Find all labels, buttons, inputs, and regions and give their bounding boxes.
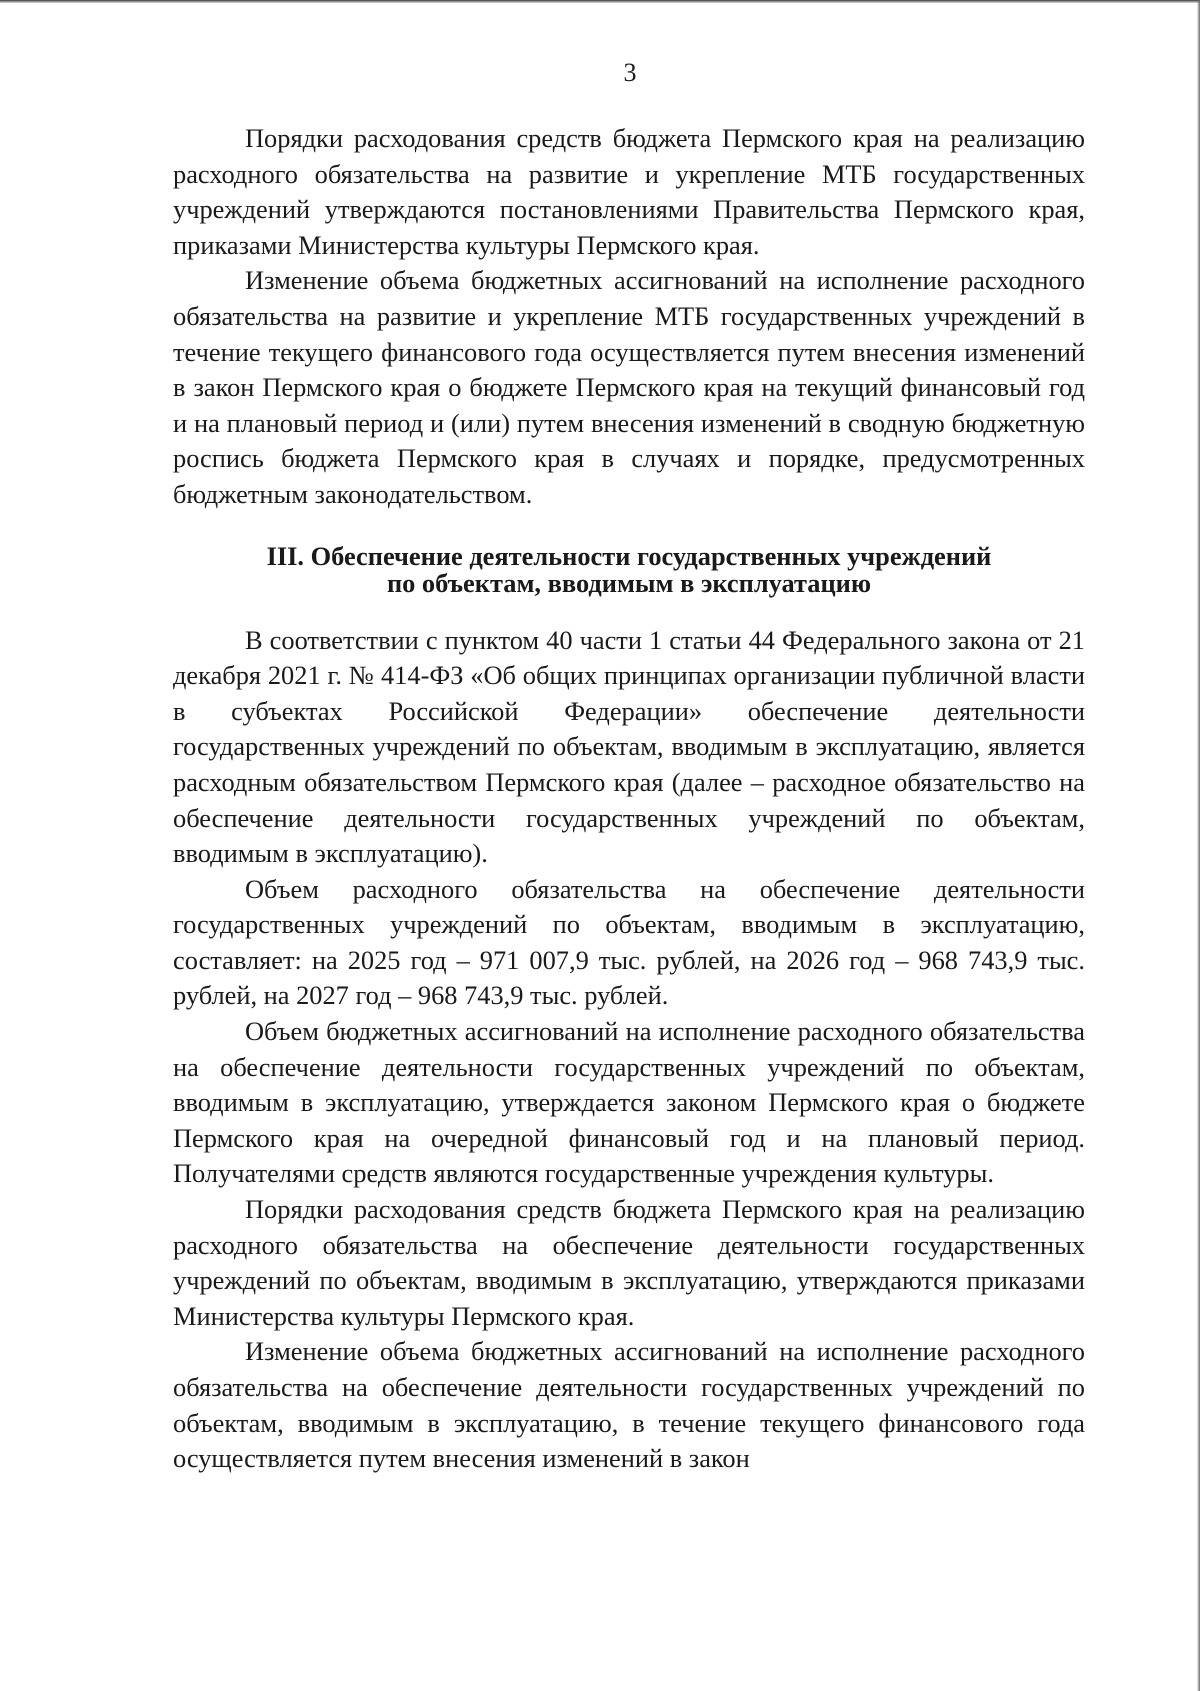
document-body [173, 121, 1085, 1477]
section-heading-line-1: III. Обеспечение деятельности государственных учреждений [266, 540, 992, 571]
paragraph-budget-allocations-approval: Объем бюджетных ассигнований на исполнение расходного обязательства на обеспечение деятельности государственных учреждений по объектам, вводимым в эксплуатацию, утверждается законом Пермского края о бюджете Пермского края на очередной финансовый год и на плановый период. Получателями средств являются государственные учреждения культуры. [173, 1016, 1085, 1189]
section-heading-line-2: по объектам, вводимым в эксплуатацию [386, 567, 872, 598]
paragraph-federal-law-basis: В соответствии с пунктом 40 части 1 статьи 44 Федерального закона от 21 декабря 2021 г. № 414-ФЗ «Об общих принципах организации публичной власти в субъектах Российской Федерации» обеспечение деятельности государственных учреждений по объектам, вводимым в эксплуатацию, является расходным обязательством Пермского края (далее – расходное обязательство на обеспечение деятельности государственных учреждений по объектам, вводимым в эксплуатацию). [173, 624, 1085, 869]
page-number: 3 [623, 58, 637, 87]
paragraph-allocation-changes-operations: Изменение объема бюджетных ассигнований на исполнение расходного обязательства на обеспечение деятельности государственных учреждений по объектам, вводимым в эксплуатацию, в течение текущего финансового года осуществляется путем внесения изменений в закон [173, 1336, 1085, 1474]
paragraph-spending-procedures-mtb: Порядки расходования средств бюджета Пермского края на реализацию расходного обязательства на развитие и укрепление МТБ государственных учреждений утверждаются постановлениями Правительства Пермского края, приказами Министерства культуры Пермского края. [173, 123, 1085, 260]
scan-edge-top [0, 0, 1200, 3]
paragraph-spending-procedures-operations: Порядки расходования средств бюджета Пермского края на реализацию расходного обязательства на обеспечение деятельности государственных учреждений по объектам, вводимым в эксплуатацию, утверждаются приказами Министерства культуры Пермского края. [173, 1194, 1085, 1331]
section-heading [173, 540, 1085, 598]
paragraph-allocation-changes-mtb: Изменение объема бюджетных ассигнований на исполнение расходного обязательства на развитие и укрепление МТБ государственных учреждений в течение текущего финансового года осуществляется путем внесения изменений в закон Пермского края о бюджете Пермского края на текущий финансовый год и на плановый период и (или) путем внесения изменений в сводную бюджетную роспись бюджета Пермского края в случаях и порядке, предусмотренных бюджетным законодательством. [173, 265, 1085, 509]
paragraph-obligation-volume: Объем расходного обязательства на обеспечение деятельности государственных учреждений по объектам, вводимым в эксплуатацию, составляет: на 2025 год – 971 007,9 тыс. рублей, на 2026 год – 968 743,9 тыс. рублей, на 2027 год – 968 743,9 тыс. рублей. [173, 873, 1085, 1011]
